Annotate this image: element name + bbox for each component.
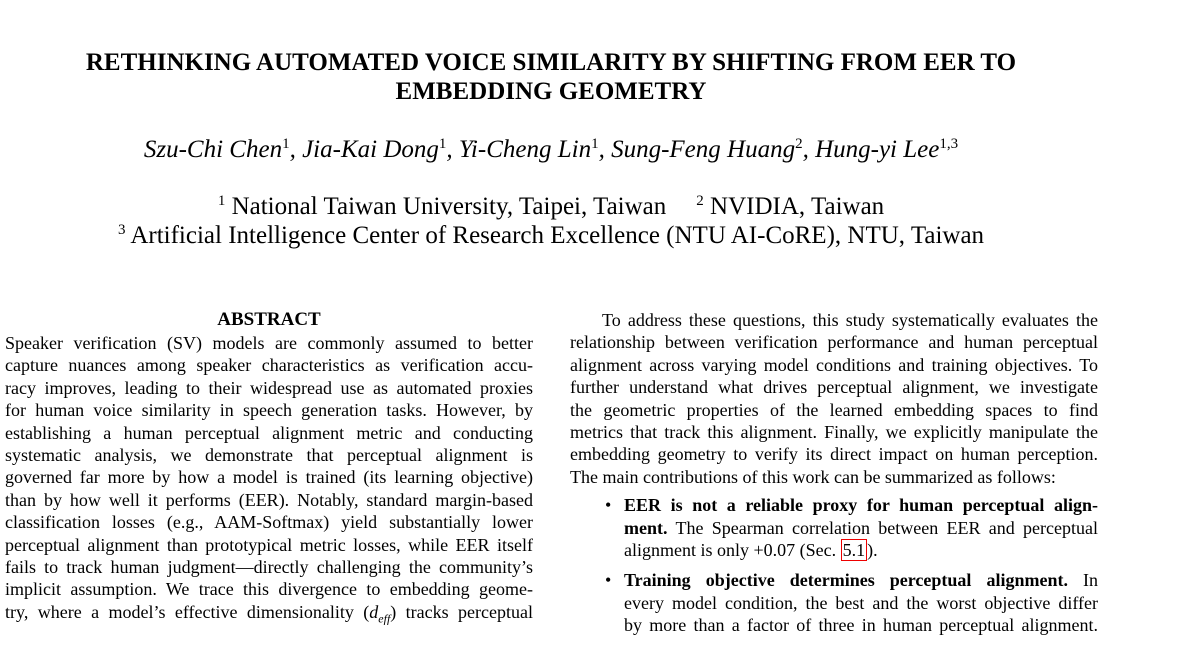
affiliation-line-2: $^3$ Artificial Intelligence Center of Research Excellence (NTU AI-CoRE), NTU, Taiwan bbox=[117, 222, 985, 249]
author-2: Jia-Kai Dong$^1$, bbox=[302, 136, 459, 163]
abstract-line: governed far more by how a model is trained (its learning objective) bbox=[5, 467, 533, 488]
intro-line: metrics that track this alignment. Finally, we explicitly manipulate the bbox=[570, 422, 1098, 443]
intro-paragraph bbox=[570, 309, 1098, 488]
affiliation-3: Artificial Intelligence Center of Research Excellence (NTU AI-CoRE), NTU, Taiwan bbox=[130, 222, 985, 249]
affiliations bbox=[0, 192, 1102, 250]
contribution-item: • EER is not a reliable proxy for human perceptual align- ment. The Spearman correlation between EER and perceptual alignment is only +0.07 (Sec. 5.1 ). bbox=[605, 495, 1098, 561]
intro-line: further understand what drives perceptual alignment, we investigate bbox=[570, 377, 1098, 398]
section-ref-link[interactable]: 5.1 bbox=[842, 540, 866, 561]
abstract-text bbox=[5, 332, 533, 630]
abstract-line: try, where a model’s effective dimensionality $(d_{eff})$ tracks perceptual bbox=[5, 601, 533, 626]
author-list bbox=[0, 135, 1102, 165]
right-column bbox=[570, 309, 1098, 645]
intro-line: embedding geometry to verify its direct impact on human perception. bbox=[570, 444, 1098, 465]
abstract-line: implicit assumption. We trace this divergence to embedding geome- bbox=[5, 579, 533, 600]
abstract-heading: ABSTRACT bbox=[217, 309, 321, 330]
author-3: Yi-Cheng Lin$^1$, bbox=[458, 136, 612, 163]
abstract-line: capture nuances among speaker characteristics as verification accu- bbox=[5, 355, 533, 376]
abstract-line: racy improves, leading to their widespread use as automated proxies bbox=[5, 377, 533, 398]
intro-line: alignment across varying model conditions and training objectives. To bbox=[570, 354, 1098, 375]
affiliation-line-1: $^1$ National Taiwan University, Taipei, Taiwan $^2$ NVIDIA, Taiwan bbox=[217, 193, 885, 220]
intro-line: relationship between verification performance and human perceptual bbox=[570, 332, 1098, 353]
paper-title bbox=[0, 48, 1102, 106]
abstract-line: Speaker verification (SV) models are commonly assumed to better bbox=[5, 333, 533, 353]
title-line-2: EMBEDDING GEOMETRY bbox=[395, 78, 707, 105]
math-d-eff: $d_{eff}$ bbox=[369, 601, 391, 626]
intro-line: The main contributions of this work can be summarized as follows: bbox=[570, 466, 1056, 487]
author-4: Sung-Feng Huang$^2$, bbox=[611, 136, 816, 163]
abstract-line: than by how well it performs (EER). Notably, standard margin-based bbox=[5, 489, 533, 510]
abstract-line: classification losses (e.g., AAM-Softmax) yield substantially lower bbox=[5, 512, 533, 533]
abstract-line: fails to track human judgment—directly challenging the community’s bbox=[5, 557, 533, 578]
abstract-line: systematic analysis, we demonstrate that perceptual alignment is bbox=[5, 445, 533, 466]
contribution-item: • Training objective determines perceptual alignment. In every model condition, the best and the worst objective differ by more than a factor of three in human perceptual alignment. bbox=[605, 570, 1098, 636]
left-column bbox=[5, 309, 533, 630]
author-1: Szu-Chi Chen$^1$, bbox=[143, 136, 303, 163]
abstract-line: establishing a human perceptual alignment metric and conducting bbox=[5, 422, 533, 443]
affiliation-2: NVIDIA, Taiwan bbox=[710, 193, 885, 220]
bullet-icon: • bbox=[605, 495, 612, 516]
abstract-line: for human voice similarity in speech generation tasks. However, by bbox=[5, 400, 533, 421]
affiliation-1: National Taiwan University, Taipei, Taiwan bbox=[231, 193, 667, 220]
abstract-line: perceptual alignment than prototypical metric losses, while EER itself bbox=[5, 534, 533, 555]
intro-line: To address these questions, this study systematically evaluates the bbox=[602, 310, 1098, 330]
bullet-icon: • bbox=[605, 570, 612, 591]
contributions-list bbox=[605, 494, 1098, 636]
title-line-1: RETHINKING AUTOMATED VOICE SIMILARITY BY SHIFTING FROM EER TO bbox=[85, 49, 1017, 76]
intro-line: the geometric properties of the learned embedding spaces to find bbox=[570, 399, 1098, 420]
author-5: Hung-yi Lee$^{1,3}$ bbox=[815, 136, 959, 163]
